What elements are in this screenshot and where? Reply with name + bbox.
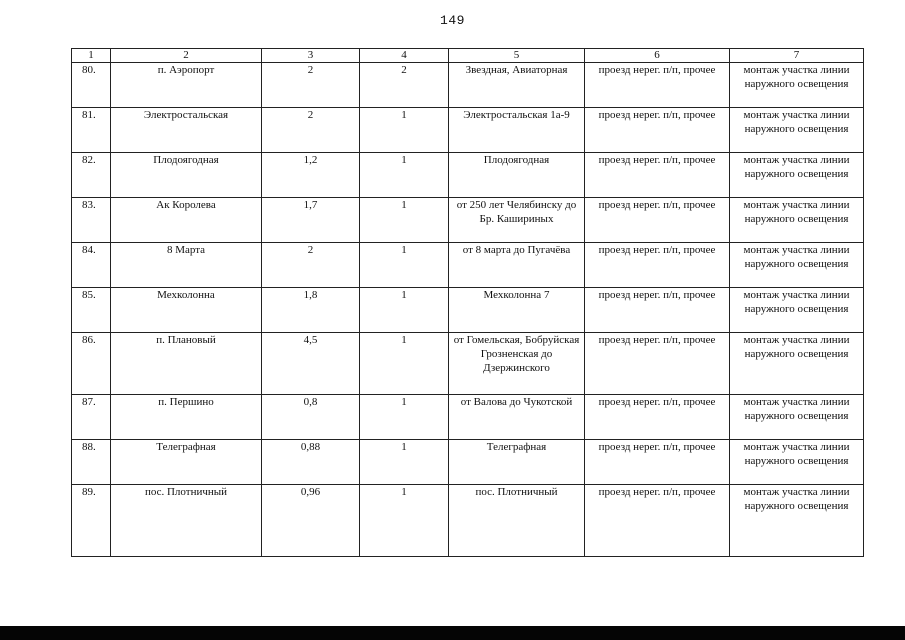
count-value: 1 [360, 440, 449, 485]
column-header: 5 [449, 49, 585, 63]
length-value: 1,2 [262, 153, 360, 198]
page-number: 149 [440, 13, 465, 28]
road-type: проезд нерег. п/п, прочее [585, 288, 730, 333]
scan-bottom-edge [0, 626, 905, 640]
row-number: 87. [72, 395, 111, 440]
table-row [72, 63, 864, 108]
count-value: 1 [360, 288, 449, 333]
section-description: от 8 марта до Пугачёва [449, 243, 585, 288]
count-value: 1 [360, 153, 449, 198]
street-name: 8 Марта [111, 243, 262, 288]
road-type: проезд нерег. п/п, прочее [585, 485, 730, 557]
row-number: 86. [72, 333, 111, 395]
column-header: 7 [730, 49, 864, 63]
table-row [72, 153, 864, 198]
row-number: 84. [72, 243, 111, 288]
table-row [72, 440, 864, 485]
street-name: Плодоягодная [111, 153, 262, 198]
length-value: 2 [262, 63, 360, 108]
column-header: 6 [585, 49, 730, 63]
street-name: Электростальская [111, 108, 262, 153]
road-type: проезд нерег. п/п, прочее [585, 63, 730, 108]
work-type: монтаж участка линии наружного освещения [730, 108, 864, 153]
count-value: 1 [360, 395, 449, 440]
table-row [72, 243, 864, 288]
length-value: 1,7 [262, 198, 360, 243]
table-row [72, 485, 864, 557]
street-name: Телеграфная [111, 440, 262, 485]
length-value: 0,88 [262, 440, 360, 485]
count-value: 1 [360, 485, 449, 557]
row-number: 80. [72, 63, 111, 108]
street-name: Ак Королева [111, 198, 262, 243]
count-value: 1 [360, 198, 449, 243]
section-description: Телеграфная [449, 440, 585, 485]
column-header: 3 [262, 49, 360, 63]
length-value: 2 [262, 243, 360, 288]
section-description: Мехколонна 7 [449, 288, 585, 333]
row-number: 82. [72, 153, 111, 198]
road-type: проезд нерег. п/п, прочее [585, 440, 730, 485]
row-number: 88. [72, 440, 111, 485]
table-row [72, 108, 864, 153]
length-value: 0,96 [262, 485, 360, 557]
street-name: п. Першино [111, 395, 262, 440]
road-type: проезд нерег. п/п, прочее [585, 395, 730, 440]
row-number: 85. [72, 288, 111, 333]
length-value: 0,8 [262, 395, 360, 440]
street-name: пос. Плотничный [111, 485, 262, 557]
section-description: от 250 лет Челябинску до Бр. Кашириных [449, 198, 585, 243]
street-name: Мехколонна [111, 288, 262, 333]
work-type: монтаж участка линии наружного освещения [730, 440, 864, 485]
work-type: монтаж участка линии наружного освещения [730, 153, 864, 198]
section-description: Звездная, Авиаторная [449, 63, 585, 108]
row-number: 89. [72, 485, 111, 557]
section-description: Плодоягодная [449, 153, 585, 198]
table-row [72, 288, 864, 333]
work-type: монтаж участка линии наружного освещения [730, 243, 864, 288]
section-description: от Гомельская, Бобруйская Грозненская до Дзержинского [449, 333, 585, 395]
table-row [72, 333, 864, 395]
street-name: п. Плановый [111, 333, 262, 395]
length-value: 1,8 [262, 288, 360, 333]
work-type: монтаж участка линии наружного освещения [730, 485, 864, 557]
road-type: проезд нерег. п/п, прочее [585, 153, 730, 198]
count-value: 1 [360, 243, 449, 288]
work-type: монтаж участка линии наружного освещения [730, 288, 864, 333]
road-type: проезд нерег. п/п, прочее [585, 198, 730, 243]
section-description: пос. Плотничный [449, 485, 585, 557]
count-value: 1 [360, 333, 449, 395]
count-value: 1 [360, 108, 449, 153]
table-row [72, 395, 864, 440]
count-value: 2 [360, 63, 449, 108]
section-description: Электростальская 1а-9 [449, 108, 585, 153]
work-type: монтаж участка линии наружного освещения [730, 395, 864, 440]
work-type: монтаж участка линии наружного освещения [730, 333, 864, 395]
length-value: 2 [262, 108, 360, 153]
table-row [72, 198, 864, 243]
header-row [72, 49, 864, 63]
street-name: п. Аэропорт [111, 63, 262, 108]
row-number: 81. [72, 108, 111, 153]
column-header: 4 [360, 49, 449, 63]
column-header: 1 [72, 49, 111, 63]
road-type: проезд нерег. п/п, прочее [585, 333, 730, 395]
section-description: от Валова до Чукотской [449, 395, 585, 440]
column-header: 2 [111, 49, 262, 63]
row-number: 83. [72, 198, 111, 243]
length-value: 4,5 [262, 333, 360, 395]
work-type: монтаж участка линии наружного освещения [730, 198, 864, 243]
road-type: проезд нерег. п/п, прочее [585, 243, 730, 288]
work-type: монтаж участка линии наружного освещения [730, 63, 864, 108]
road-type: проезд нерег. п/п, прочее [585, 108, 730, 153]
lighting-table [71, 48, 864, 557]
